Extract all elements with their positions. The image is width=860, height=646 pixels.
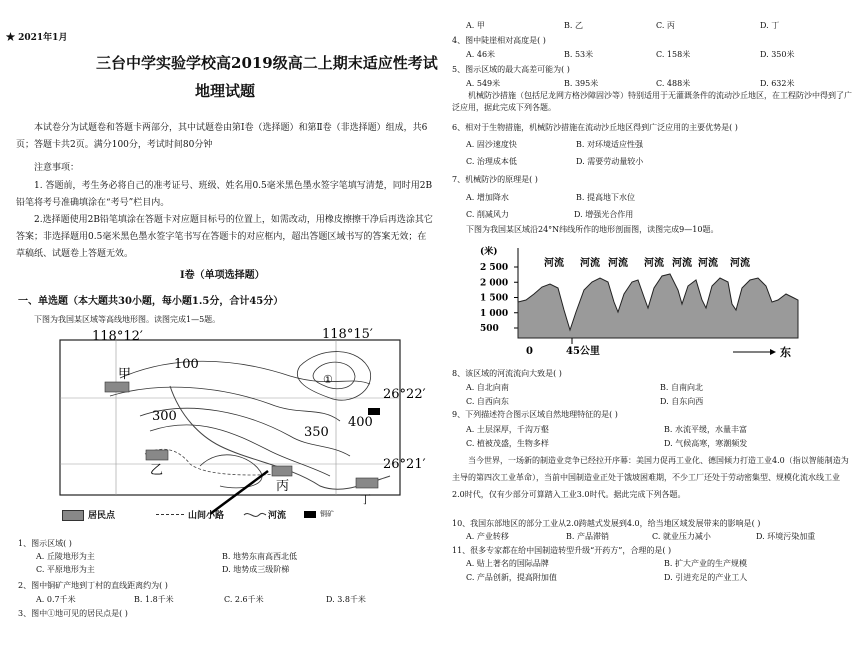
- legend-path-label: 山间小路: [188, 511, 225, 521]
- q2-option-c: C. 2.6千米: [224, 595, 264, 604]
- contour-label-350: 350: [304, 425, 329, 440]
- q3-option-d: D. 丁: [760, 21, 780, 30]
- point-1-label: ①: [323, 373, 333, 386]
- yi-label: 乙: [150, 463, 164, 478]
- x-tick-0: 0: [526, 346, 533, 357]
- y-tick-label: 1 000: [480, 308, 509, 319]
- q7-option-b: B. 提高地下水位: [576, 193, 635, 202]
- ding-label: 丁: [360, 493, 371, 506]
- q8-option-b: B. 自南向北: [660, 383, 703, 392]
- section-heading: 一、单选题（本大题共30小题，每小题1.5分，合计45分）: [18, 296, 284, 307]
- q8-option-a: A. 自北向南: [466, 383, 509, 392]
- q10-option-c: C. 就业压力减小: [652, 532, 711, 541]
- q3-option-c: C. 丙: [656, 21, 675, 30]
- material-2: 下图为我国某区域沿24°N纬线所作的地形剖面图，读图完成9—10题。: [466, 225, 719, 234]
- q6-option-a: A. 固沙速度快: [466, 140, 517, 149]
- q5-stem: 5、图示区域的最大高差可能为( ): [452, 65, 570, 74]
- contour-line: [297, 352, 370, 401]
- q11-stem: 11、很多专家都在给中国制造转型升级“开药方”，合理的是( ): [452, 546, 672, 555]
- river-label: 河流: [644, 258, 664, 269]
- q2-option-a: A. 0.7千米: [36, 595, 76, 604]
- q1-stem: 1、图示区域( ): [18, 539, 72, 548]
- settlement-jia: [105, 382, 129, 392]
- material-1: 机械防沙措施（包括尼龙网方格沙障固沙等）特别适用于无灌溉条件的流动沙丘地区，在工程防沙中得到了广泛应用，据此完成下列各题。: [452, 91, 852, 112]
- material-3: 当今世界，一场新的制造业竞争已经拉开序幕：美国力促再工业化、德国倾力打造工业4.0（指以智能制造为主导的第四次工业革命），当前中国制造业正处于饿坡困难期，不少工厂还处于劳动密集型、规模化流水线工业2.0时代，仅有少部分可算踏入工业3.0时代。据此完成下列各题。: [452, 456, 849, 499]
- q5-option-b: B. 395米: [564, 79, 599, 88]
- terrain-profile-chart: [478, 242, 818, 364]
- q4-option-d: D. 350米: [760, 50, 795, 59]
- q4-option-c: C. 158米: [656, 50, 691, 59]
- river-label: 河流: [608, 258, 628, 269]
- y-tick-label: 2 500: [480, 263, 509, 273]
- q6-stem: 6、相对于生物措施，机械防沙措施在流动沙丘地区得到广泛应用的主要优势是( ): [452, 123, 738, 132]
- section-volume: Ⅰ卷（单项选择题）: [180, 270, 265, 281]
- q11-option-b: B. 扩大产业的生产规模: [664, 559, 747, 568]
- q10-option-b: B. 产品滞销: [566, 532, 609, 541]
- legend-river-label: 河流: [268, 511, 287, 521]
- q2-stem: 2、图中铜矿产地到丁村的直线距离约为( ): [18, 581, 168, 590]
- river-label: 河流: [698, 258, 718, 269]
- lat-label-1: 26°22′: [383, 387, 426, 402]
- x-tick-45km: 45公里: [566, 346, 600, 357]
- river-label: 河流: [672, 258, 692, 269]
- terrain-profile-area: [518, 274, 798, 338]
- q10-stem: 10、我国东部地区的部分工业从2.0跨越式发展到4.0，给当地区域发展带来的影响是( ): [452, 519, 761, 528]
- contour-label-300: 300: [152, 409, 177, 424]
- q6-option-b: B. 对环境适应性强: [576, 140, 643, 149]
- q8-option-d: D. 自东向西: [660, 397, 704, 406]
- bing-label: 丙: [276, 479, 290, 494]
- q5-option-c: C. 488米: [656, 79, 691, 88]
- q8-stem: 8、该区域的河流流向大致是( ): [452, 369, 562, 378]
- y-tick-label: 500: [480, 324, 499, 334]
- jia-label: 甲: [118, 367, 132, 382]
- q7-stem: 7、机械防沙的原理是( ): [452, 175, 538, 184]
- q11-option-c: C. 产品创新，提高附加值: [466, 573, 557, 582]
- q3-stem: 3、图中①地可见的居民点是( ): [18, 609, 128, 618]
- q4-stem: 4、图中陡崖相对高度是( ): [452, 36, 546, 45]
- contour-label-100: 100: [174, 357, 199, 372]
- q9-stem: 9、下列描述符合图示区域自然地理特征的是( ): [452, 410, 618, 419]
- q9-option-a: A. 土层深厚，千沟万壑: [466, 425, 549, 434]
- map-legend: [62, 508, 392, 522]
- intro-paragraph-2: 1. 答题前，考生务必将自己的准考证号、班级、姓名用0.5毫米黑色墨水签字笔填写清楚，同时用2B铅笔将考号准确填涂在“考号”栏目内。: [16, 181, 433, 208]
- q2-option-b: B. 1.8千米: [134, 595, 174, 604]
- q9-option-c: C. 植被茂盛，生物多样: [466, 439, 549, 448]
- river-label: 河流: [580, 258, 600, 269]
- q3-option-a: A. 甲: [466, 21, 485, 30]
- q3-option-b: B. 乙: [564, 21, 583, 30]
- q9-option-d: D. 气候高寒，寒潮频发: [664, 439, 748, 448]
- q11-option-a: A. 贴上著名的国际品牌: [466, 559, 549, 568]
- q11-option-d: D. 引进充足的产业工人: [664, 573, 748, 582]
- notice-heading: 注意事项：: [34, 163, 80, 173]
- legend-residential-label: 居民点: [88, 511, 116, 521]
- q9-option-b: B. 水流平缓，水量丰富: [664, 425, 747, 434]
- q7-option-a: A. 增加降水: [466, 193, 509, 202]
- q1-option-b: B. 地势东南高西北低: [222, 552, 297, 561]
- intro-paragraph-1: 本试卷分为试题卷和答题卡两部分，其中试题卷由第Ⅰ卷（选择题）和第Ⅱ卷（非选择题）组成，共6页；答题卡共2页。满分100分，考试时间80分钟: [16, 123, 428, 150]
- legend-residential-swatch: [62, 510, 84, 521]
- contour-line: [313, 362, 355, 389]
- q1-option-d: D. 地势成三级阶梯: [222, 565, 290, 574]
- legend-path-swatch: [156, 514, 184, 515]
- q6-option-d: D. 需要劳动量较小: [576, 157, 644, 166]
- contour-map: [50, 326, 426, 526]
- q5-option-d: D. 632米: [760, 79, 795, 88]
- legend-mine-label: 铜矿: [320, 510, 334, 518]
- exam-date: ★ 2021年1月: [6, 33, 68, 43]
- q6-option-c: C. 治理成本低: [466, 157, 517, 166]
- settlement-yi: [146, 450, 168, 460]
- lon-label-2: 118°15′: [322, 327, 373, 342]
- q10-option-d: D. 环境污染加重: [756, 532, 816, 541]
- y-tick-label: 1 500: [480, 293, 509, 304]
- contour-line: [150, 425, 330, 476]
- y-axis-unit: (米): [480, 247, 498, 257]
- q5-option-a: A. 549米: [466, 79, 501, 88]
- contour-label-400: 400: [348, 415, 373, 430]
- east-arrow-icon: [770, 349, 776, 355]
- q4-option-a: A. 46米: [466, 50, 496, 59]
- y-tick-label: 2 000: [480, 278, 509, 289]
- q10-option-a: A. 产业转移: [466, 532, 509, 541]
- river-label: 河流: [544, 258, 564, 269]
- exam-title: 三台中学实验学校高2019级高二上期末适应性考试: [96, 54, 438, 72]
- map-intro: 下图为我国某区域等高线地形图。读图完成1—5题。: [34, 315, 221, 324]
- legend-mine-swatch: [304, 511, 316, 518]
- river-label: 河流: [730, 258, 750, 269]
- q4-option-b: B. 53米: [564, 50, 594, 59]
- intro-paragraph-3: 2.选择题使用2B铅笔填涂在答题卡对应题目标号的位置上，如需改动，用橡皮擦擦干净后再选涂其它答案；非选择题用0.5毫米黑色墨水签字笔书写在答题卡的对应框内，超出答题区域书写的答案无效；在草稿纸、试题卷上答题无效。: [16, 215, 433, 259]
- settlement-bing: [272, 466, 292, 476]
- lat-label-2: 26°21′: [383, 457, 426, 472]
- contour-line: [110, 387, 340, 421]
- q8-option-c: C. 自西向东: [466, 397, 509, 406]
- q7-option-d: D. 增强光合作用: [574, 210, 634, 219]
- direction-label: 东: [780, 346, 791, 359]
- q7-option-c: C. 削减风力: [466, 210, 509, 219]
- q1-option-a: A. 丘陵地形为主: [36, 552, 95, 561]
- legend-river-swatch: [244, 510, 266, 520]
- q1-option-c: C. 平原地形为主: [36, 565, 95, 574]
- settlement-ding: [356, 478, 378, 488]
- copper-mine-icon: [368, 408, 380, 415]
- q2-option-d: D. 3.8千米: [326, 595, 366, 604]
- exam-subject: 地理试题: [195, 82, 256, 100]
- lon-label-1: 118°12′: [92, 329, 143, 344]
